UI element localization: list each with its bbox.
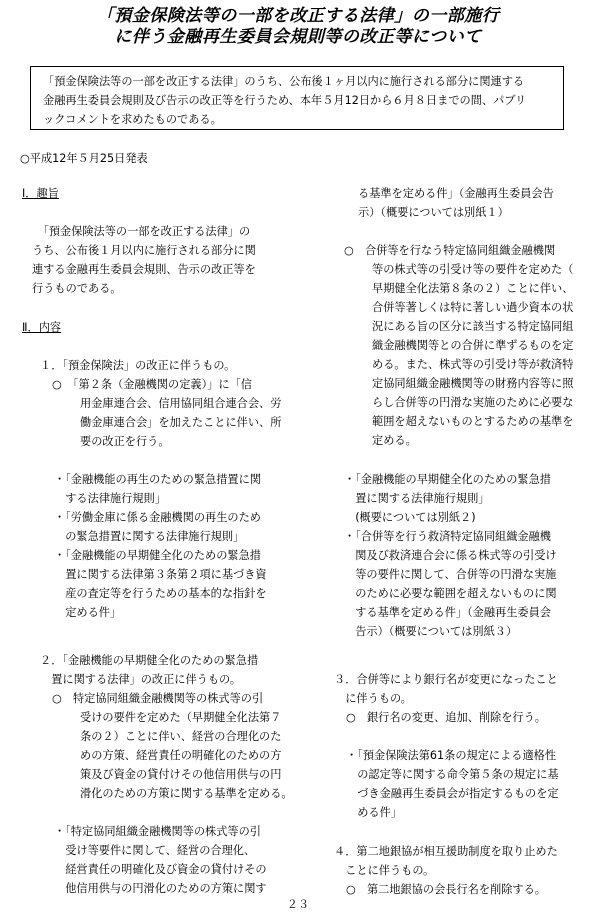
summary-line: 金融再生委員会規則及び告示の改正等を行うため、本年５月12日から６月８日までの間、パブリ (43, 94, 527, 107)
section-2-bullets: ・「特定協同組織金融機関等の株式等の引 受け等要件に関して、経営の合理化、 経営責任の明確化及び資金の貸付けその 他信用供与の円滑化のための方策に関す (54, 825, 267, 895)
summary-box (30, 66, 564, 130)
section-1-item: ○ 「第２条（金融機関の定義）」に「信 用金庫連合会、信用協同組合連合会、労 働金庫連合会」を加えたことに伴い、所 要の改正を行う。 (52, 378, 282, 448)
section-3-title: ３．合併等により銀行名が変更になったこと に伴うもの。 (334, 673, 558, 705)
section-4-title: ４．第二地銀協が相互援助制度を取り止めた ことに伴うもの。 (334, 845, 558, 877)
title-line-1: 「預金保険法等の一部を改正する法律」の一部施行 (96, 6, 500, 26)
section-2-item-b: ○ 合併等を行なう特定協同組織金融機関 等の株式等の引受け等の要件を定めた（ 早期健全化法第８条の２）ことに伴い、 合併等著しくは特に著しい過少資本の状 況にある旨の区分に該当する特定協同組 織金融機関等との合併に準ずるものを定 める。また、株式等の引受け等が救済特 定協同組織金融機関等の財務内容等に照 らし合併等の円滑な実施のために必要な 範囲を超えないものとするための基準を 定める。 (344, 244, 574, 447)
section-3-bullets: ・「預金保険法第61条の規定による適格性 の認定等に関する命令第５条の規定に基 づき金融再生委員会が指定するものを定 める件」 (346, 749, 559, 819)
summary-line: 「預金保険法等の一部を改正する法律」のうち、公布後１ヶ月以内に施行される部分に関連する (43, 75, 525, 88)
section-2-item: ○ 特定協同組織金融機関等の株式等の引 受けの要件を定めた（早期健全化法第７ 条の２）ことに伴い、経営の合理化のた めの方策、経営責任の明確化のための方 策及び資金の貸付けその他信用供与の円 滑化のための方策に関する基準を定める。 (52, 692, 293, 800)
announcement-date: ○平成12年５月25日発表 (20, 152, 148, 165)
section-1-title: １．「預金保険法」の改正に伴うもの。 (40, 359, 236, 372)
summary-line: ックコメントを求めたものである。 (43, 113, 222, 126)
page-number: ２３ (286, 898, 310, 911)
section-2-bullets-b: ・「金融機能の早期健全化のための緊急措 置に関する法律施行規則」 (概要については別紙２) ・「合併等を行う救済特定協同組織金融機 関及び救済連合会に係る株式等の引受け 等の要件に関して、合併等の円滑な実施 のために必要な範囲を超えないものに関 する基準を定める件」（金融再生委員会 告示）（概要については別紙３） (344, 473, 557, 638)
section-2-title: ２．「金融機能の早期健全化のための緊急措 置に関する法律」の改正に伴うもの。 (40, 654, 259, 686)
title-line-2: に伴う金融再生委員会規則等の改正等について (114, 27, 482, 47)
heading-contents: Ⅱ．内容 (22, 321, 62, 334)
section-3-item: ○ 銀行名の変更、追加、削除を行う。 (346, 711, 546, 724)
heading-purpose: Ⅰ．趣旨 (22, 187, 59, 200)
continued-text: る基準を定める件」（金融再生委員会告 示）（概要については別紙１） (358, 187, 554, 219)
purpose-paragraph: 「預金保険法等の一部を改正する法律」の うち、公布後１月以内に施行される部分に関 連する金融再生委員会規則、告示の改正等を 行うものである。 (32, 225, 256, 295)
section-1-bullets: ・「金融機能の再生のための緊急措置に関 する法律施行規則」 ・「労働金庫に係る金融機関の再生のため の緊急措置に関する法律施行規則」 ・「金融機能の早期健全化のための緊急措 置に関する法律第３条第２項に基づき資 産の査定等を行うための基本的な指針を 定める件」 (54, 473, 267, 619)
section-4-item: ○ 第二地銀協の会長行名を削除する。 (346, 883, 546, 896)
document-title (0, 6, 596, 48)
